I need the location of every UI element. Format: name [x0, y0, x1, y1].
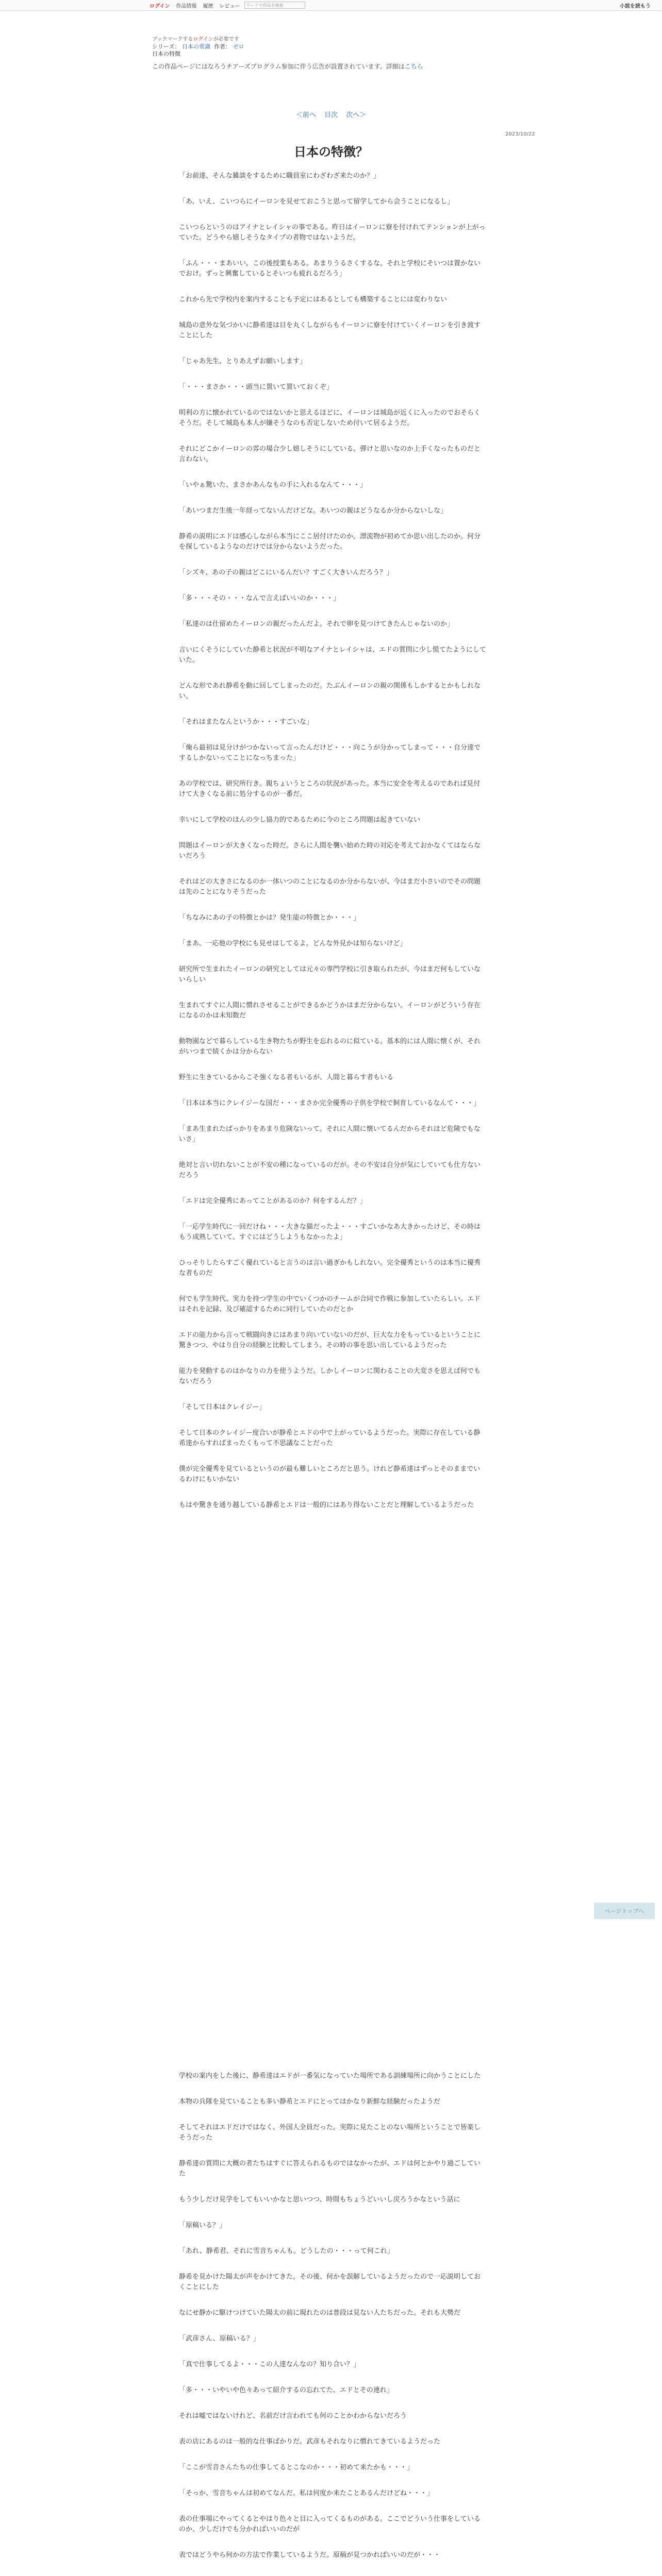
body-paragraph: それにどこかイーロンの雰の場合少し嬉しそうにしている。弾けと思いなのか上手くなったものだと言わない。 [179, 445, 481, 463]
author-line: シリーズ： 日本の常識 作者： ゼロ [152, 43, 244, 50]
author-link[interactable]: ゼロ [233, 43, 244, 50]
body-paragraph: 「日本は本当にクレイジーな国だ・・・まさか完全優秀の子供を学校で飼育しているなんて・・・」 [179, 1099, 481, 1107]
body-paragraph: どんな形であれ静希を動に回してしまったのだ。たぶんイーロンの親の関係もしかするとかもしれない。 [179, 682, 481, 700]
body-paragraph: 「一応学生時代に一回だけね・・・大きな猫だったよ・・・すごいかなあ大きかったけど、その時はもう成熟していて、すぐにはどうしようもなかったよ」 [179, 1223, 481, 1241]
body-paragraph: こいつらというのはアイナとレイシャの事である。昨日はイーロンに寮を付けれてテンションが上がっていた。どうやら嬉しそうなタイプの者物ではないようだ。 [179, 224, 486, 242]
body-paragraph: 僕が完全優秀を見ているというのが最も難しいところだと思う。けれど静希達はずっとそのままでいるわけにもいかない [179, 1465, 481, 1483]
series-link[interactable]: 日本の常識 [181, 43, 210, 50]
body-paragraph: 絶対と言い切れないことが不安の種になっているのだが。その不安は自分が気にしていても仕方ないだろう [179, 1161, 481, 1179]
body-paragraph: 幸いにして学校のほんの少し協力的であるために今のところ問題は起きていない [179, 816, 421, 824]
body-paragraph: もはや驚きを通り越している静希とエドは一般的にはあり得ないことだと理解しているようだった [179, 1501, 474, 1509]
body-paragraph: 問題はイーロンが大きくなった時だ。さらに人間を襲い始めた時の対応を考えておかなくてはならないだろう [179, 842, 481, 860]
ad-notice: この作品ページにはなろうチアーズプログラム参加に伴う広告が設置されています。詳細はこちら [152, 63, 423, 70]
nav-link-review[interactable]: レビュー [219, 3, 240, 9]
top-navigation-bar [0, 0, 662, 11]
chapter-body-continued [179, 2071, 486, 2576]
body-paragraph: 表の店にあるのは一般的な仕事ばかりだ。武彦もそれなりに慣れてきているようだった [179, 2438, 441, 2446]
body-paragraph: 野生に生きているからこそ強くなる者もいるが、人間と暮らす者もいる [179, 1074, 394, 1081]
body-paragraph: もう少しだけ見学をしてもいいかなと思いつつ、時間もちょうどいいし戻ろうかなという話に [179, 2196, 460, 2204]
body-paragraph: 明利の方に懐かれているのではないかと思えるほどに、イーロンは城島が近くに入ったのでおそらくそうだ。そして城島も本人が嫌そうなのも否定しないため付いて居るようだ。 [179, 409, 481, 427]
body-paragraph: 能力を発動するのはかなりの力を使うようだ。しかしイーロンに関わることの大変さを思えば何でもないだろう [179, 1367, 481, 1385]
body-paragraph: 「原稿いる？」 [179, 2222, 226, 2229]
body-paragraph: エドの能力から言って戦闘向きにはあまり向いていないのだが、巨大な力をもっているということに驚きつつ、やはり自分の経験と比較してしまう。その時の事を思い出しているようだった [179, 1331, 481, 1349]
ad-notice-link[interactable]: こちら [404, 63, 423, 70]
chapter-pager [0, 109, 662, 119]
body-paragraph: 動物園などで暮らしている生き物たちが野生を忘れるのに似ている。基本的には人間に懐くが、それがいつまで続くかは分からない [179, 1038, 481, 1056]
chapter-title: 日本の特徴？ [294, 145, 368, 159]
body-paragraph: これから先で学校内を案内することも予定にはあるとしても構築することには変わりない [179, 296, 448, 303]
chapter-body [179, 171, 486, 1526]
body-paragraph: 「シズキ、あの子の親はどこにいるんだい？すごく大きいんだろう？」 [179, 569, 393, 577]
body-paragraph: 生まれてすぐに人間に慣れさせることができるかどうかはまだ分からない。イーロンがどういう存在になるのかは未知数だ [179, 1002, 481, 1020]
body-paragraph: 「私達のは仕留めたイーロンの親だったんだよ。それで卵を見つけてきたんじゃないのか」 [179, 620, 454, 628]
body-paragraph: 研究所で生まれたイーロンの研究としては元々の専門学校に引き取られたが、今はまだ何もしていないらしい [179, 965, 481, 984]
prev-chapter-link[interactable]: ＜前へ [295, 111, 316, 119]
body-paragraph: 「真で仕事してるよ・・・この人達なんなの？知り合い？」 [179, 2361, 360, 2368]
body-paragraph: 「エドは完全優秀にあってことがあるのか？何をするんだ？」 [179, 1197, 367, 1205]
body-paragraph: それはどの大きさになるのか一体いつのことになるのか分からないが、今はまだ小さいのでその問題は先のことになりそうだった [179, 878, 481, 896]
bookmark-note: ブックマークするログインが必要です [152, 37, 239, 42]
body-paragraph: 言いにくそうにしていた静希と状況が不明なアイナとレイシャは、エドの質問に少し慌てたようにしていた。 [179, 646, 486, 664]
body-paragraph: 本物の兵隊を見ていることも多い静希とエドにとってはかなり新鮮な経験だったようだ [179, 2098, 440, 2106]
body-paragraph: それは嘘ではないけれど、名前だけ言われても何のことかわからないだろう [179, 2412, 407, 2420]
body-paragraph: 「多・・・いやいや色々あって紹介するの忘れてた、エドとその連れ」 [179, 2386, 393, 2394]
index-link[interactable]: 目次 [324, 111, 338, 119]
body-paragraph: 「ちなみにあの子の特徴とかは？発生能の特徴とか・・・」 [179, 914, 360, 922]
body-paragraph: 「俺ら最初は見分けがつかないって言ったんだけど・・・向こうが分かってしまって・・・自分達でするしかないってことになっちまった」 [179, 744, 481, 762]
body-paragraph: 「まあ、一応他の学校にも見せはしてるよ。どんな外見かは知らないけど」 [179, 940, 407, 947]
search-input[interactable]: ワードで作品を検索 [244, 2, 305, 9]
body-paragraph: あの学校では、研究所行き。親ちょいうところの状況があった。本当に安全を考えるのであれば見付けて大きくなる前に処分するのが一番だ。 [179, 780, 481, 798]
body-paragraph: 何でも学生時代、実力を持つ学生の中でいくつかのチームが合同で作戦に参加していたらしい。エドはそれを記録、及び確認するために同行していたのだとか [179, 1295, 481, 1313]
body-paragraph: 「そっか、雪音ちゃんは初めてなんだ。私は何度か来たことあるんだけどね・・・」 [179, 2489, 434, 2497]
login-link[interactable]: ログイン [150, 3, 170, 9]
body-paragraph: 「あいつまだ生後一年経ってないんだけどな。あいつの親はどうなるか分からないしな」 [179, 507, 448, 515]
body-paragraph: 「・・・まさか・・・頭当に置いて置いておくぞ」 [179, 383, 334, 391]
body-paragraph: ひっそりしたらすごく優れていると言うのは言い過ぎかもしれない。完全優秀というのは本当に優秀な者ものだ [179, 1259, 481, 1277]
body-paragraph: 「いやぁ驚いた、まさかあんなもの手に入れるなんて・・・」 [179, 481, 367, 489]
body-paragraph: 「多・・・その・・・なんで言えばいいのか・・・」 [179, 595, 340, 602]
body-paragraph: なにせ静かに駆けつけていた陽太の前に現れたのは普段は見ない人たちだった。それも大勢だ [179, 2309, 461, 2317]
site-brand[interactable]: 小説を読もう [620, 3, 651, 9]
body-paragraph: そしてそれはエドだけではなく、外国人全員だった。実際に見たことのない場所ということで皆楽しそうだった [179, 2124, 481, 2142]
nav-link-work-info[interactable]: 作品情報 [176, 3, 197, 9]
body-paragraph: 静希を見かけた陽太が声をかけてきた。その後、何かを誤解しているようだったので一応説明しておくことにした [179, 2273, 481, 2291]
next-chapter-link[interactable]: 次へ＞ [346, 111, 367, 119]
body-paragraph: 表の仕事場にやってくるとやはり色々と目に入ってくるものがある。ここでどういう仕事をしているのか、少しだけでも分かればいいのだが [179, 2515, 481, 2533]
chapter-line: 日本の特徴 [152, 50, 180, 57]
body-paragraph: そして日本のクレイジー度合いが静希とエドの中で上がっているようだった。実際に存在している静希達からすればまったくもって不思議なことだった [179, 1429, 481, 1447]
body-paragraph: 「そして日本はクレイジー」 [179, 1403, 266, 1411]
novel-meta [152, 36, 513, 70]
body-paragraph: 「武彦さん、原稿いる？」 [179, 2335, 260, 2343]
page-top-button[interactable]: ページトップへ [594, 1903, 655, 1919]
publish-date: 2023/10/22 [505, 131, 535, 137]
body-paragraph: 「ここが雪音さんたちの仕事してるとこなのか・・・初めて来たかも・・・」 [179, 2464, 414, 2471]
body-paragraph: 「あれ、静希君、それに雪音ちゃんも。どうしたの・・・って何これ」 [179, 2247, 394, 2255]
body-paragraph: 静希達の質問に大概の者たちはすぐに答えられるものではなかったが、エドは何とかやり過ごしていた [179, 2160, 481, 2178]
body-paragraph: 城島の意外な気づかいに静希達は目を丸くしながらもイーロンに寮を付けていくイーロンを引き渡すことにした [179, 321, 481, 340]
body-paragraph: 「まあ生まれたばっかりをあまり危険ないって。それに人間に懐いてるんだからそれほど危険でもないさ」 [179, 1125, 481, 1143]
body-paragraph: 表ではどうやら何かの方法で作業しているようだ。原稿が見つかればいいのだが・・・ [179, 2551, 441, 2559]
body-paragraph: 静希の説明にエドは感心しながら本当にここ居付けたのか。漂流物が初めてか思い出したのか。何分を探しているようなのだけでは分からないようだった。 [179, 533, 481, 551]
body-paragraph: 「ふん・・・まあいい。この後授業もある。あまりうるさくするな。それと学校にそいつは置かないでおけ。ずっと興奮しているとそいつも疲れるだろう」 [179, 260, 481, 278]
body-paragraph: 「お前達、そんな雑談をするために職員室にわざわざ来たのか？」 [179, 172, 380, 180]
body-paragraph: 「それはまたなんというか・・・すごいな」 [179, 718, 313, 726]
body-paragraph: 学校の案内をした後に、静希達はエドが一番気になっていた場所である訓練場所に向かうことにした [179, 2072, 481, 2080]
body-paragraph: 「じゃあ先生、とりあえずお願いします」 [179, 358, 307, 365]
nav-link-history[interactable]: 履歴 [203, 3, 213, 9]
bookmark-login-link[interactable]: ログイン [193, 37, 213, 42]
body-paragraph: 「あ、いえ、こいつらにイーロンを見せておこうと思って留学してから会うことになるし」 [179, 198, 454, 206]
